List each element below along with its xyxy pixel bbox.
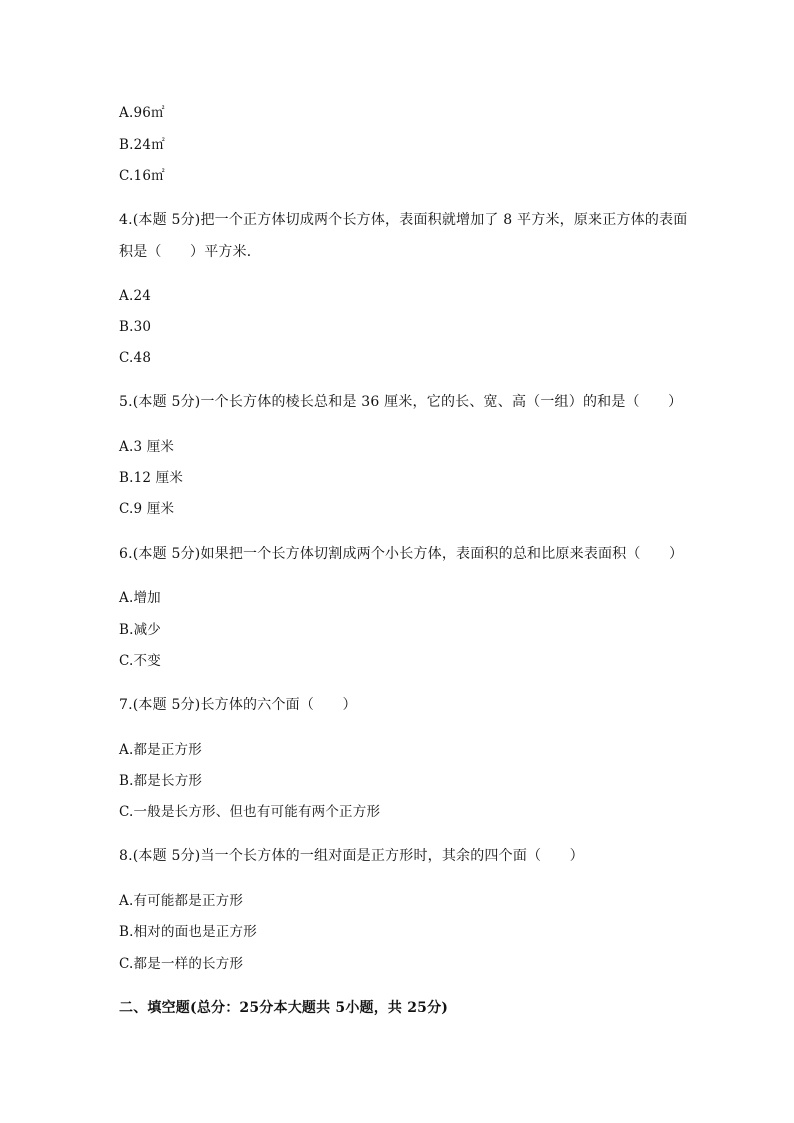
question-6: 6.(本题 5分)如果把一个长方体切割成两个小长方体，表面积的总和比原来表面积（ ） [119, 546, 684, 562]
q6-option-c: C.不变 [119, 653, 161, 669]
q3-option-b: B.24㎡ [119, 137, 165, 153]
q5-option-a: A.3 厘米 [119, 439, 175, 455]
q6-option-b: B.减少 [119, 622, 162, 638]
q3-option-c: C.16㎡ [119, 168, 165, 184]
q5-option-c: C.9 厘米 [119, 501, 175, 517]
q3-option-a: A.96㎡ [119, 105, 165, 121]
q7-option-b: B.都是长方形 [119, 773, 203, 789]
q8-option-c: C.都是一样的长方形 [119, 956, 244, 972]
q6-option-a: A.增加 [119, 590, 161, 606]
section-heading-fill-in-blank: 二、填空题(总分：25分本大题共 5小题，共 25分) [119, 1000, 449, 1016]
q7-option-c: C.一般是长方形、但也有可能有两个正方形 [119, 804, 381, 820]
q8-option-a: A.有可能都是正方形 [119, 893, 244, 909]
q7-option-a: A.都是正方形 [119, 742, 202, 758]
question-4-line-2: 积是（ ）平方米． [119, 244, 261, 260]
q4-option-c: C.48 [119, 350, 152, 366]
question-8: 8.(本题 5分)当一个长方体的一组对面是正方形时，其余的四个面（ ） [119, 848, 584, 864]
q4-option-a: A.24 [119, 288, 152, 304]
q5-option-b: B.12 厘米 [119, 470, 184, 486]
q4-option-b: B.30 [119, 319, 152, 335]
question-4-line-1: 4.(本题 5分)把一个正方体切成两个长方体，表面积就增加了 8 平方米，原来正方体的表面 [119, 212, 688, 228]
q8-option-b: B.相对的面也是正方形 [119, 924, 257, 940]
question-5: 5.(本题 5分)一个长方体的棱长总和是 36 厘米，它的长、宽、高（一组）的和是（ ） [119, 394, 683, 410]
question-7: 7.(本题 5分)长方体的六个面（ ） [119, 697, 357, 713]
